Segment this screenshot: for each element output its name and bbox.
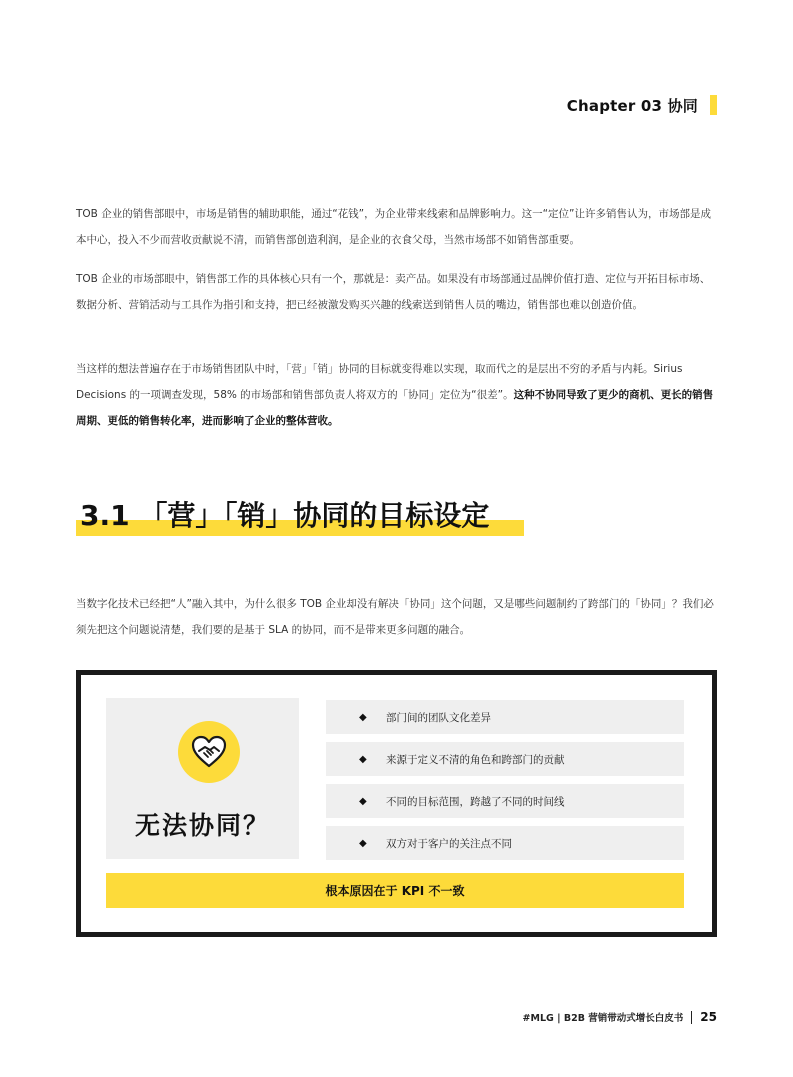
diamond-bullet-icon: ◆ [359, 711, 367, 723]
page-footer [523, 1010, 717, 1024]
reason-text: 部门间的团队文化差异 [386, 711, 491, 724]
section-paragraph: 当数字化技术已经把“人”融入其中，为什么很多 TOB 企业却没有解决「协同」这个问题，又是哪些问题制约了跨部门的「协同」？我们必须先把这个问题说清楚，我们要的是基于 SLA 的协同，而不是带来更多问题的融合。 [76, 598, 714, 636]
intro-paragraph-1: TOB 企业的销售部眼中，市场是销售的辅助职能，通过“花钱”，为企业带来线索和品牌影响力。这一“定位”让许多销售认为，市场部是成本中心，投入不少而营收贡献说不清，而销售部创造利润，是企业的衣食父母，当然市场部不如销售部重要。 [76, 208, 711, 246]
reason-item [326, 784, 684, 818]
intro-paragraph-3-emphasis: 这种不协同导致了更少的商机、更长的销售周期、更低的销售转化率，进而影响了企业的整体营收。 [76, 389, 714, 427]
collaboration-diagram [76, 670, 717, 937]
diagram-title: 无法协同？ [134, 811, 270, 840]
intro-paragraph-3-text: 当这样的想法普遍存在于市场销售团队中时，「营」「销」协同的目标就变得难以实现，取而代之的是层出不穷的矛盾与内耗。Sirius Decisions 的一项调查发现，58% 的市场部和销售部负责人将双方的「协同」定位为“很差”。 [76, 363, 683, 401]
root-cause-bar: 根本原因在于 KPI 不一致 [106, 873, 684, 908]
reason-list [326, 700, 684, 868]
reason-text: 不同的目标范围，跨越了不同的时间线 [386, 795, 565, 808]
diamond-bullet-icon: ◆ [359, 837, 367, 849]
intro-paragraph-3 [76, 356, 718, 434]
intro-paragraph-2: TOB 企业的市场部眼中，销售部工作的具体核心只有一个，那就是：卖产品。如果没有市场部通过品牌价值打造、定位与开拓目标市场、数据分析、营销活动与工具作为指引和支持，把已经被激发购买兴趣的线索送到销售人员的嘴边，销售部也难以创造价值。 [76, 273, 711, 311]
diagram-left-panel [106, 698, 299, 859]
reason-text: 双方对于客户的关注点不同 [386, 837, 512, 850]
page-number: 25 [700, 1010, 717, 1024]
reason-item [326, 826, 684, 860]
reason-item [326, 742, 684, 776]
diamond-bullet-icon: ◆ [359, 753, 367, 765]
chapter-title: Chapter 03 协同 [566, 96, 698, 115]
chapter-accent-bar [710, 95, 717, 115]
section-heading-text: 3.1 「营」「销」协同的目标设定 [80, 499, 490, 532]
footer-divider [691, 1011, 692, 1024]
diamond-bullet-icon: ◆ [359, 795, 367, 807]
handshake-heart-svg [189, 732, 229, 772]
reason-item [326, 700, 684, 734]
handshake-heart-icon [178, 721, 240, 783]
footer-text: #MLG | B2B 营销带动式增长白皮书 [522, 1013, 684, 1024]
section-heading [76, 494, 489, 544]
chapter-header [567, 94, 717, 116]
reason-text: 来源于定义不清的角色和跨部门的贡献 [386, 753, 565, 766]
